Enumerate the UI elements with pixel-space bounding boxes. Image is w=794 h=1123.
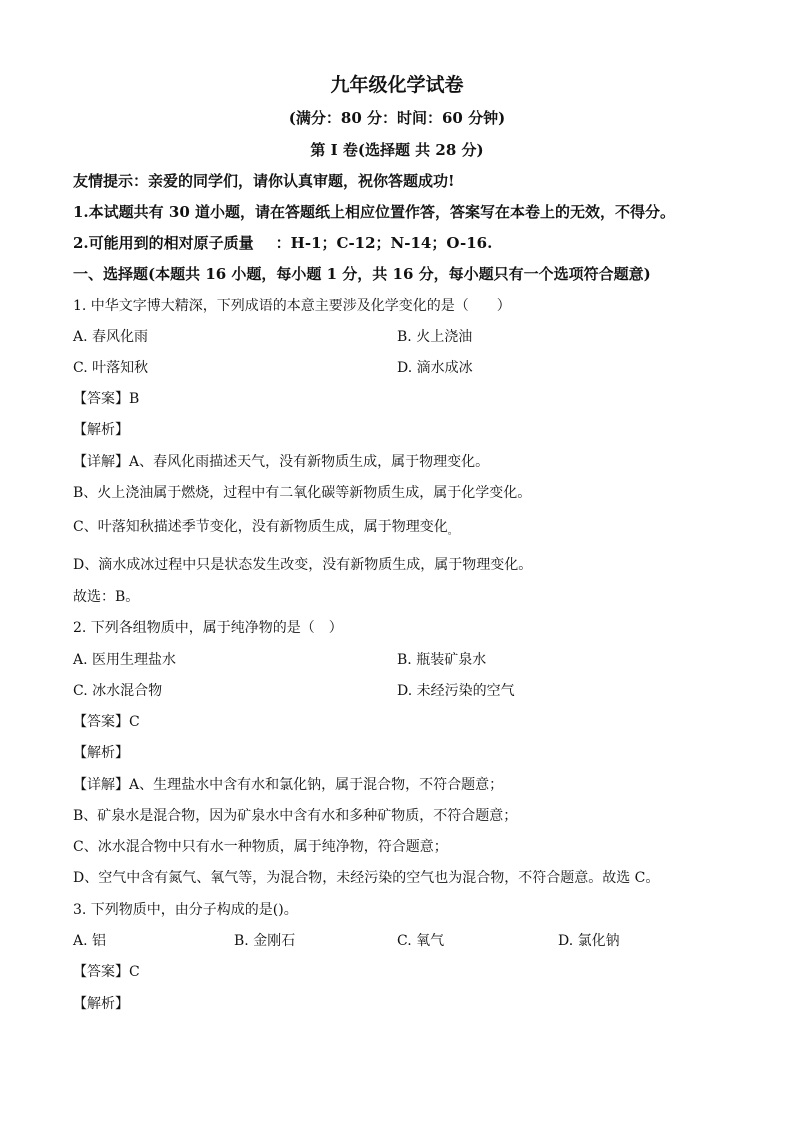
question-1-answer: 【答案】B xyxy=(73,391,140,407)
question-1-detail-d: D、滴水成冰过程中只是状态发生改变，没有新物质生成，属于物理变化。 xyxy=(73,557,533,573)
tip-line: 友情提示：亲爱的同学们，请你认真审题，祝你答题成功! xyxy=(73,172,455,190)
question-2-answer: 【答案】C xyxy=(73,714,140,730)
question-2-analysis-label: 【解析】 xyxy=(73,745,129,761)
question-1-conclusion: 故选：B。 xyxy=(73,589,140,605)
rule-1: 1.本试题共有 30 道小题，请在答题纸上相应位置作答，答案写在本卷上的无效，不得分。 xyxy=(73,203,675,221)
rule-2-label: 2.可能用到的相对原子质量 xyxy=(73,234,254,252)
question-2-option-a: A. 医用生理盐水 xyxy=(73,652,177,668)
question-3-option-c: C. 氧气 xyxy=(397,933,445,949)
question-1-detail-b: B、火上浇油属于燃烧，过程中有二氧化碳等新物质生成，属于化学变化。 xyxy=(73,485,532,501)
question-1-analysis-label: 【解析】 xyxy=(73,422,129,438)
exam-meta: (满分：80 分：时间：60 分钟) xyxy=(288,109,506,127)
question-2-option-d: D. 未经污染的空气 xyxy=(397,683,515,699)
section-instructions: 一、选择题(本题共 16 小题，每小题 1 分，共 16 分，每小题只有一个选项符合题意) xyxy=(73,265,651,283)
question-2-detail-d: D、空气中含有氮气、氧气等，为混合物，未经污染的空气也为混合物，不符合题意。故选 C。 xyxy=(73,870,660,886)
question-3-answer: 【答案】C xyxy=(73,964,140,980)
question-2-detail-c: C、冰水混合物中只有水一种物质，属于纯净物，符合题意； xyxy=(73,839,448,855)
page-title: 九年级化学试卷 xyxy=(330,74,464,96)
question-1-option-c: C. 叶落知秋 xyxy=(73,360,149,376)
question-1-detail-c-period: 。 xyxy=(447,526,458,537)
question-1-detail-c-text: C、叶落知秋描述季节变化，没有新物质生成，属于物理变化 xyxy=(73,519,448,535)
question-1-stem: 1. 中华文字博大精深，下列成语的本意主要涉及化学变化的是（ ） xyxy=(73,298,511,314)
question-1-option-b: B. 火上浇油 xyxy=(397,329,473,345)
question-1-option-a: A. 春风化雨 xyxy=(73,329,149,345)
question-1-option-d: D. 滴水成冰 xyxy=(397,360,473,376)
question-3-stem: 3. 下列物质中，由分子构成的是()。 xyxy=(73,902,298,918)
rule-2-masses: ：H-1；C-12；N-14；O-16. xyxy=(275,234,493,252)
question-1-detail-a: 【详解】A、春风化雨描述天气，没有新物质生成，属于物理变化。 xyxy=(73,454,490,470)
question-3-option-b: B. 金刚石 xyxy=(234,933,296,949)
question-3-analysis-label: 【解析】 xyxy=(73,996,129,1012)
question-3-option-a: A. 铝 xyxy=(73,933,107,949)
section-header: 第 I 卷(选择题 共 28 分) xyxy=(310,141,484,159)
question-2-stem: 2. 下列各组物质中，属于纯净物的是（ ） xyxy=(73,620,343,636)
question-2-option-b: B. 瓶装矿泉水 xyxy=(397,652,487,668)
question-2-detail-b: B、矿泉水是混合物，因为矿泉水中含有水和多种矿物质，不符合题意； xyxy=(73,808,518,824)
question-3-option-d: D. 氯化钠 xyxy=(558,933,620,949)
rule-2 xyxy=(73,234,492,254)
question-2-detail-a: 【详解】A、生理盐水中含有水和氯化钠，属于混合物，不符合题意； xyxy=(73,777,504,793)
question-1-detail-c xyxy=(73,518,458,538)
question-2-option-c: C. 冰水混合物 xyxy=(73,683,163,699)
